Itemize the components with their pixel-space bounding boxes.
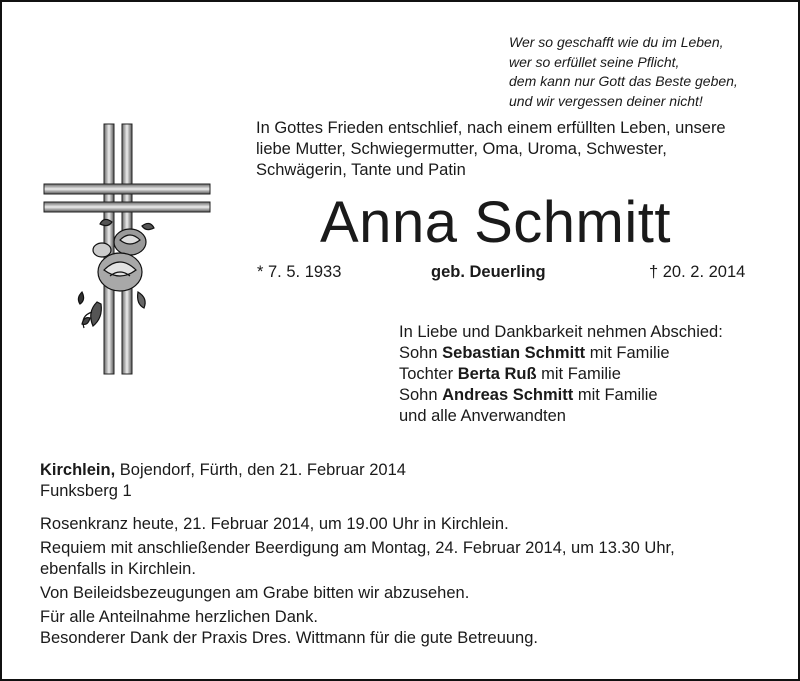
mourner-name: Berta Ruß — [457, 365, 537, 383]
mourner-relation: Tochter — [399, 365, 454, 383]
mourner-line — [399, 364, 723, 385]
mourner-relation: Sohn — [399, 386, 438, 404]
mourner-line — [399, 343, 723, 364]
poem-line: dem kann nur Gott das Beste geben, — [509, 73, 738, 89]
deceased-name: Anna Schmitt — [320, 190, 671, 255]
maiden-name: geb. Deuerling — [431, 263, 546, 281]
farewell-block — [399, 322, 723, 427]
mourner-line — [399, 385, 723, 406]
requiem-note: ebenfalls in Kirchlein. — [40, 560, 196, 578]
mourner-suffix: mit Familie — [589, 344, 670, 362]
death-date: † 20. 2. 2014 — [649, 263, 746, 281]
rosary-note: Rosenkranz heute, 21. Februar 2014, um 19.00 Uhr in Kirchlein. — [40, 515, 509, 533]
farewell-heading: In Liebe und Dankbarkeit nehmen Abschied: — [399, 323, 723, 341]
poem-line: und wir vergessen deiner nicht! — [509, 92, 703, 109]
requiem-note: Requiem mit anschließender Beerdigung am Montag, 24. Februar 2014, um 13.30 Uhr, — [40, 539, 675, 557]
poem — [509, 33, 779, 111]
place-block — [40, 460, 406, 502]
place-town: Kirchlein, — [40, 461, 116, 479]
mourner-relation: Sohn — [399, 344, 438, 362]
condolences-note: Von Beileidsbezeugungen am Grabe bitten wir abzusehen. — [40, 584, 470, 602]
place-rest: Bojendorf, Fürth, den 21. Februar 2014 — [119, 461, 406, 479]
place-address: Funksberg 1 — [40, 482, 132, 500]
birth-date: * 7. 5. 1933 — [257, 263, 342, 281]
thanks-note: Für alle Anteilnahme herzlichen Dank. — [40, 608, 318, 626]
mourner-suffix: mit Familie — [541, 365, 621, 383]
intro-line: In Gottes Frieden entschlief, nach einem erfüllten Leben, unsere — [256, 119, 726, 137]
farewell-closing: und alle Anverwandten — [399, 407, 566, 425]
thanks-note: Besonderer Dank der Praxis Dres. Wittmann für die gute Betreuung. — [40, 629, 538, 647]
poem-line: Wer so geschafft wie du im Leben, — [509, 34, 724, 50]
intro-line: Schwägerin, Tante und Patin — [256, 161, 466, 179]
poem-line: wer so erfüllet seine Pflicht, — [509, 53, 680, 70]
mourner-name: Sebastian Schmitt — [442, 344, 586, 362]
cross-with-roses-icon — [42, 122, 212, 377]
place-line — [40, 460, 406, 481]
intro-line: liebe Mutter, Schwiegermutter, Oma, Uroma, Schwester, — [256, 140, 667, 158]
mourner-name: Andreas Schmitt — [442, 386, 574, 404]
intro-text — [256, 118, 766, 181]
notes-block — [40, 514, 770, 649]
mourner-suffix: mit Familie — [577, 386, 658, 404]
